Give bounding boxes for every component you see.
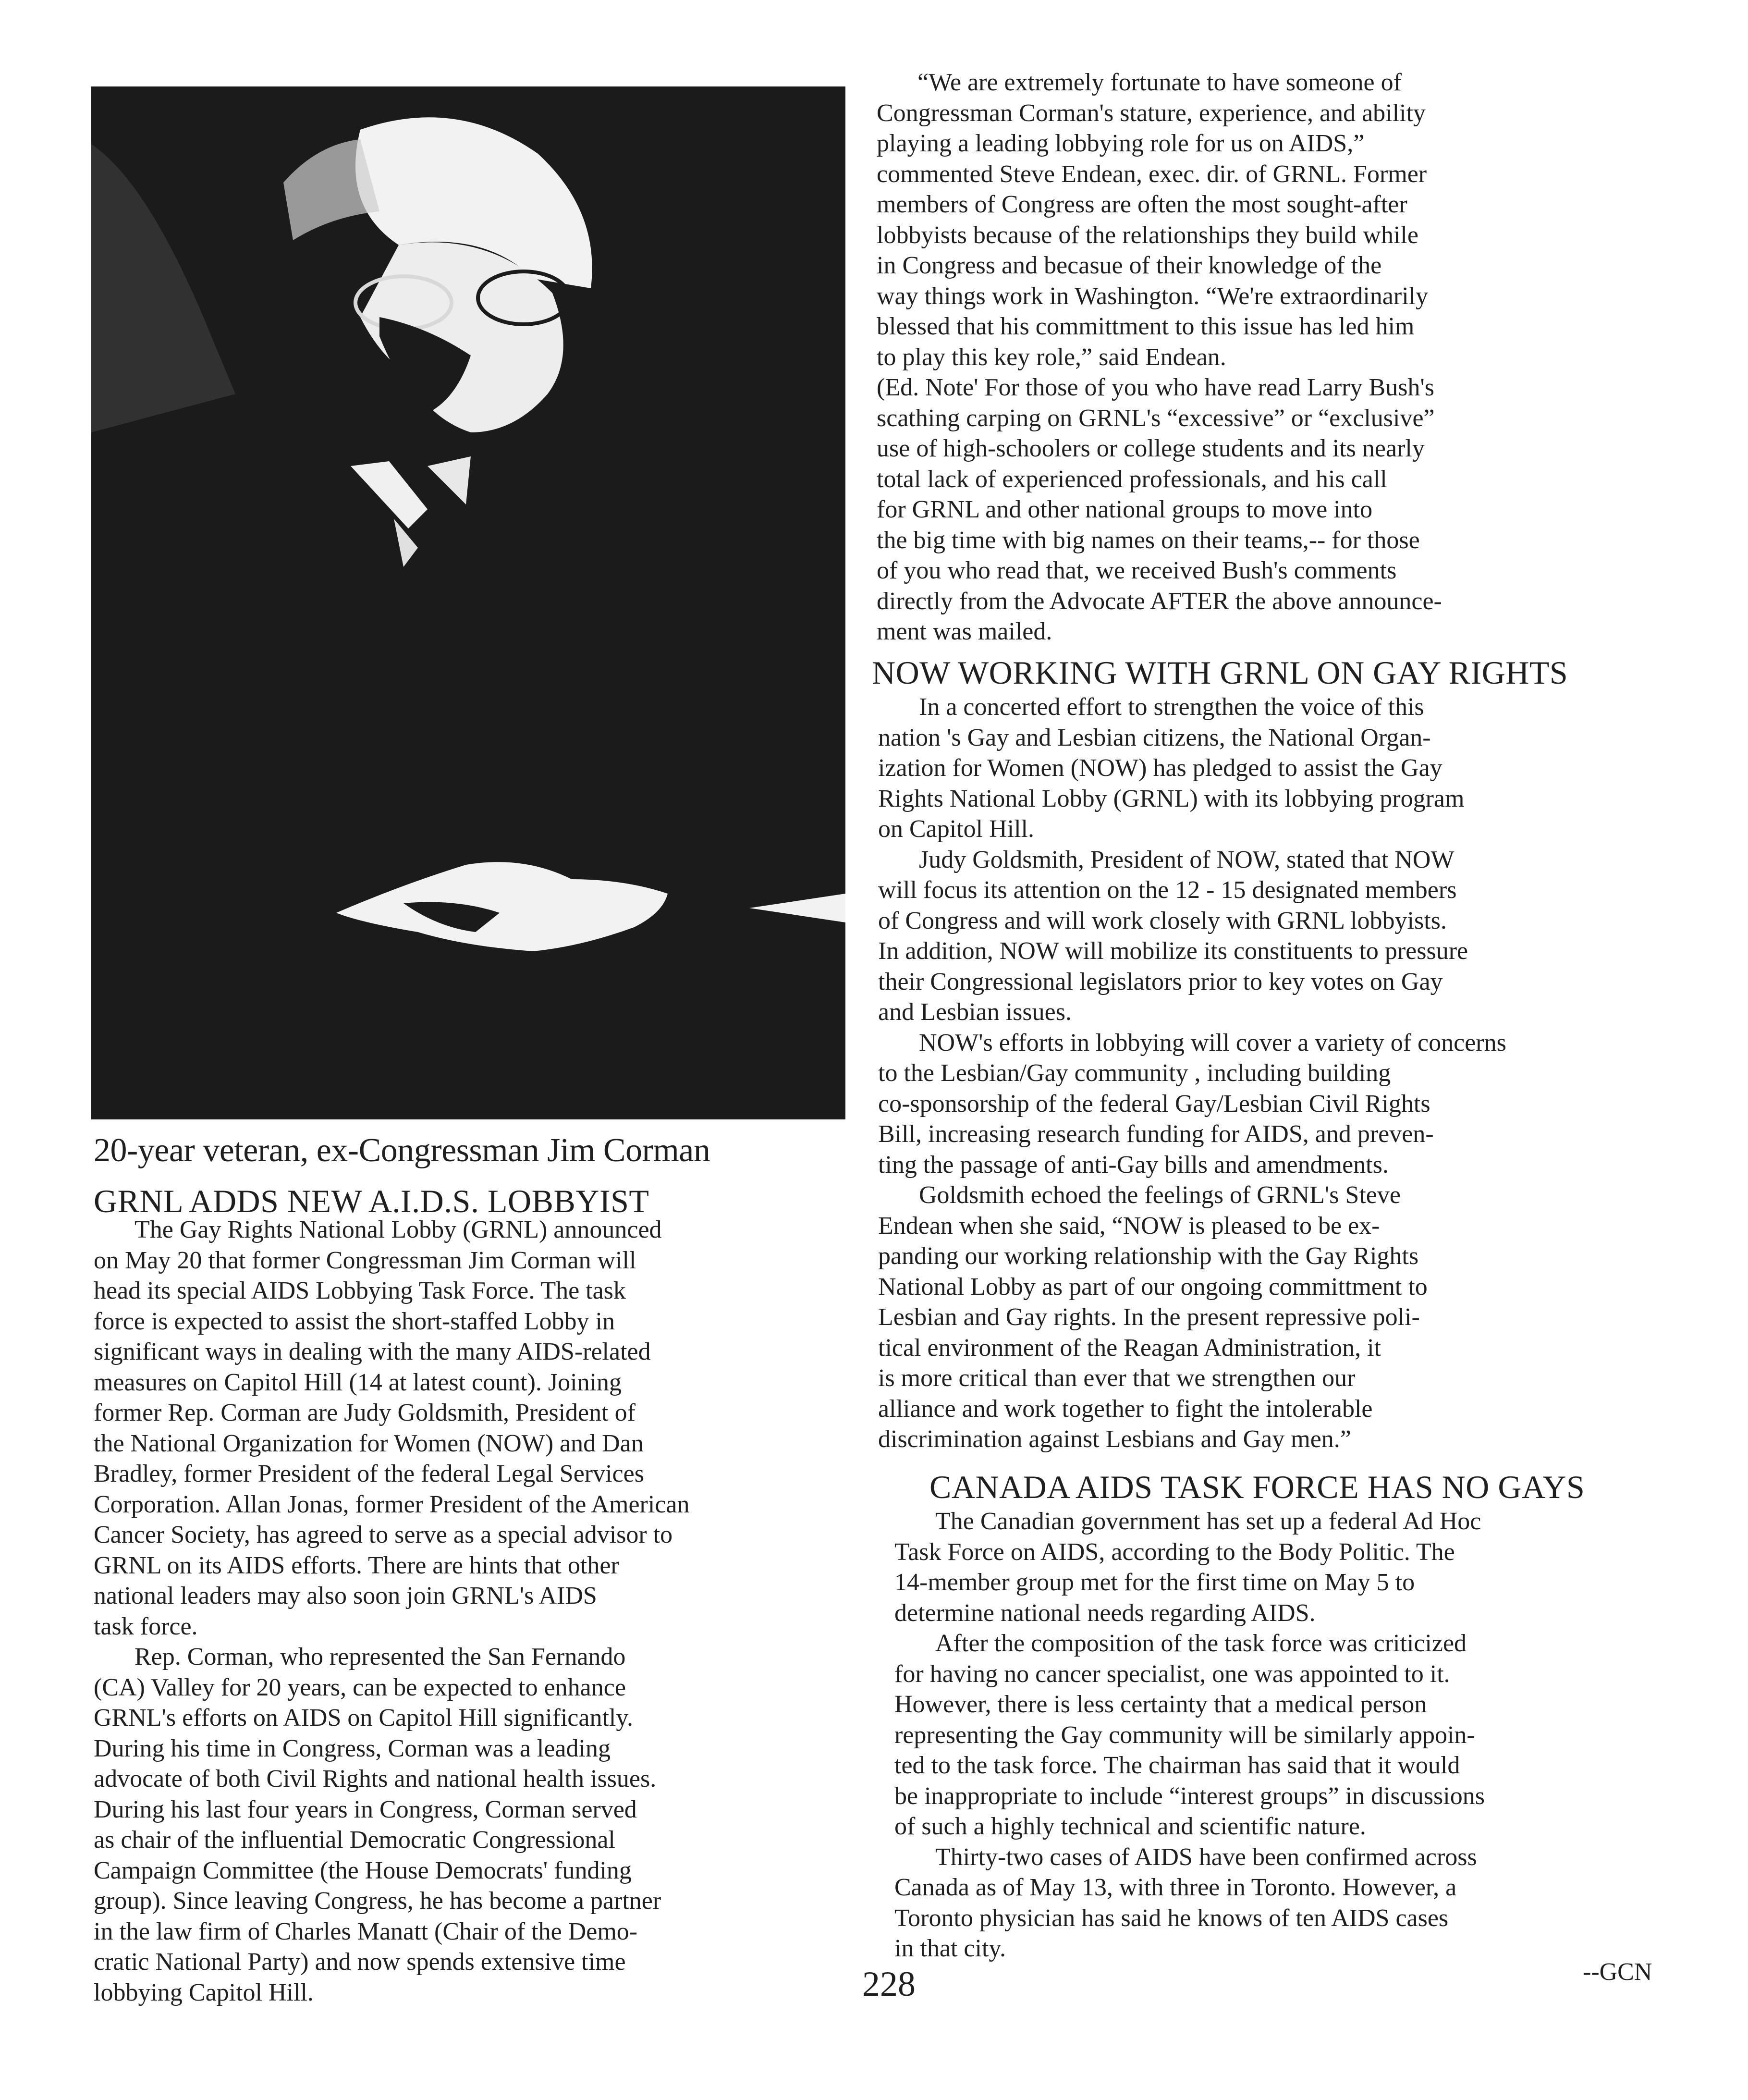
text-line: their Congressional legislators prior to key votes on Gay (878, 968, 1443, 995)
text-line: nation 's Gay and Lesbian citizens, the National Organ- (878, 724, 1431, 751)
text-line: use of high-schoolers or college students and its nearly (877, 435, 1425, 462)
text-line: (Ed. Note' For those of you who have read Larry Bush's (877, 374, 1435, 401)
text-line: National Lobby as part of our ongoing committment to (878, 1273, 1428, 1301)
text-line: of you who read that, we received Bush's comments (877, 557, 1397, 584)
text-line: ting the passage of anti-Gay bills and amendments. (878, 1151, 1389, 1179)
text-line: “We are extremely fortunate to have someone of (917, 69, 1402, 96)
text-line: significant ways in dealing with the many AIDS-related (94, 1338, 651, 1365)
text-line: commented Steve Endean, exec. dir. of GRNL. Former (877, 160, 1427, 188)
text-line: 14-member group met for the first time on May 5 to (894, 1569, 1415, 1596)
text-line: Congressman Corman's stature, experience, and ability (877, 99, 1426, 127)
text-line: on May 20 that former Congressman Jim Corman will (94, 1246, 636, 1274)
text-line: Bradley, former President of the federal Legal Services (94, 1460, 644, 1487)
text-line: national leaders may also soon join GRNL's AIDS (94, 1582, 597, 1609)
text-line: measures on Capitol Hill (14 at latest count). Joining (94, 1368, 622, 1396)
text-line: scathing carping on GRNL's “excessive” or “exclusive” (877, 404, 1435, 432)
text-line: force is expected to assist the short-staffed Lobby in (94, 1307, 615, 1335)
text-line: and Lesbian issues. (878, 998, 1072, 1026)
text-line: is more critical than ever that we strengthen our (878, 1364, 1356, 1392)
text-line: In addition, NOW will mobilize its constituents to pressure (878, 937, 1468, 965)
text-line: of such a highly technical and scientific nature. (894, 1813, 1366, 1840)
text-line: co-sponsorship of the federal Gay/Lesbian Civil Rights (878, 1090, 1430, 1118)
text-line: tical environment of the Reagan Administration, it (878, 1334, 1381, 1362)
text-line: In a concerted effort to strengthen the voice of this (919, 693, 1424, 721)
headline-canada-task-force: CANADA AIDS TASK FORCE HAS NO GAYS (929, 1469, 1585, 1505)
headline-now-working-with-grnl: NOW WORKING WITH GRNL ON GAY RIGHTS (872, 654, 1568, 691)
text-line: The Canadian government has set up a federal Ad Hoc (935, 1508, 1481, 1535)
text-line: Cancer Society, has agreed to serve as a special advisor to (94, 1521, 673, 1548)
text-line: be inappropriate to include “interest groups” in discussions (894, 1782, 1485, 1810)
photo-caption: 20-year veteran, ex-Congressman Jim Corman (94, 1132, 710, 1169)
text-line: Goldsmith echoed the feelings of GRNL's Steve (919, 1181, 1401, 1209)
text-line: blessed that his committment to this issue has led him (877, 313, 1415, 340)
text-line: lobbying Capitol Hill. (94, 1978, 314, 2006)
text-line: on Capitol Hill. (878, 815, 1034, 843)
text-line: Rights National Lobby (GRNL) with its lobbying program (878, 785, 1465, 812)
text-line: Bill, increasing research funding for AIDS, and preven- (878, 1120, 1434, 1148)
text-line: Judy Goldsmith, President of NOW, stated that NOW (919, 846, 1455, 873)
text-line: GRNL's efforts on AIDS on Capitol Hill significantly. (94, 1704, 633, 1732)
text-line: Thirty-two cases of AIDS have been confirmed across (935, 1843, 1477, 1871)
text-line: ment was mailed. (877, 618, 1052, 645)
text-line: During his time in Congress, Corman was a leading (94, 1734, 611, 1762)
portrait-image (91, 86, 845, 1119)
text-line: the National Organization for Women (NOW) and Dan (94, 1429, 644, 1457)
text-line: Corporation. Allan Jonas, former President of the American (94, 1490, 690, 1518)
text-line: NOW's efforts in lobbying will cover a variety of concerns (919, 1029, 1506, 1056)
text-line: the big time with big names on their teams,-- for those (877, 526, 1420, 554)
text-line: as chair of the influential Democratic Congressional (94, 1826, 615, 1854)
text-line: Campaign Committee (the House Democrats' funding (94, 1856, 632, 1884)
text-line: Canada as of May 13, with three in Toronto. However, a (894, 1874, 1457, 1901)
text-line: After the composition of the task force was criticized (935, 1630, 1467, 1657)
text-line: of Congress and will work closely with GRNL lobbyists. (878, 907, 1447, 934)
text-line: alliance and work together to fight the intolerable (878, 1395, 1373, 1423)
text-line: for having no cancer specialist, one was appointed to it. (894, 1660, 1450, 1688)
article-grnl-continued (877, 67, 1442, 647)
text-line: in Congress and becasue of their knowledge of the (877, 252, 1382, 279)
text-line: determine national needs regarding AIDS. (894, 1599, 1316, 1627)
text-line: task force. (94, 1612, 198, 1640)
text-line: representing the Gay community will be similarly appoin- (894, 1721, 1475, 1749)
text-line: (CA) Valley for 20 years, can be expected to enhance (94, 1673, 626, 1701)
text-line: Rep. Corman, who represented the San Fernando (134, 1643, 626, 1670)
text-line: former Rep. Corman are Judy Goldsmith, President of (94, 1399, 636, 1426)
text-line: ization for Women (NOW) has pledged to assist the Gay (878, 754, 1442, 782)
text-line: The Gay Rights National Lobby (GRNL) announced (134, 1216, 662, 1243)
text-line: members of Congress are often the most sought-after (877, 191, 1407, 218)
text-line: Task Force on AIDS, according to the Body Politic. The (894, 1538, 1455, 1566)
headline-grnl-adds-lobbyist: GRNL ADDS NEW A.I.D.S. LOBBYIST (94, 1183, 649, 1219)
text-line: During his last four years in Congress, Corman served (94, 1795, 637, 1823)
text-line: directly from the Advocate AFTER the above announce- (877, 587, 1442, 615)
text-line: group). Since leaving Congress, he has become a partner (94, 1887, 661, 1915)
text-line: in the law firm of Charles Manatt (Chair of the Demo- (94, 1917, 638, 1945)
text-line: panding our working relationship with the Gay Rights (878, 1242, 1419, 1270)
page-number: 228 (862, 1965, 916, 2004)
text-line: in that city. (894, 1935, 1006, 1962)
text-line: way things work in Washington. “We're extraordinarily (877, 282, 1429, 310)
article-canada-body (894, 1506, 1485, 1964)
text-line: will focus its attention on the 12 - 15 designated members (878, 876, 1457, 904)
text-line: Lesbian and Gay rights. In the present repressive poli- (878, 1303, 1420, 1331)
text-line: cratic National Party) and now spends extensive time (94, 1948, 626, 1976)
text-line: head its special AIDS Lobbying Task Force. The task (94, 1277, 626, 1304)
text-line: discrimination against Lesbians and Gay men.” (878, 1425, 1351, 1453)
text-line: for GRNL and other national groups to move into (877, 496, 1373, 523)
text-line: lobbyists because of the relationships they build while (877, 221, 1418, 249)
text-line: total lack of experienced professionals, and his call (877, 465, 1387, 493)
article-grnl-body (94, 1215, 689, 2008)
source-signoff: --GCN (1583, 1958, 1652, 1986)
text-line: GRNL on its AIDS efforts. There are hints that other (94, 1551, 619, 1579)
text-line: Toronto physician has said he knows of ten AIDS cases (894, 1904, 1449, 1932)
corman-portrait-photo (91, 86, 845, 1119)
text-line: to play this key role,” said Endean. (877, 343, 1226, 371)
text-line: ted to the task force. The chairman has said that it would (894, 1752, 1460, 1779)
text-line: advocate of both Civil Rights and national health issues. (94, 1765, 657, 1793)
article-now-body (878, 692, 1506, 1455)
text-line: playing a leading lobbying role for us on AIDS,” (877, 130, 1365, 157)
text-line: However, there is less certainty that a medical person (894, 1691, 1427, 1718)
text-line: Endean when she said, “NOW is pleased to be ex- (878, 1212, 1380, 1240)
text-line: to the Lesbian/Gay community , including building (878, 1059, 1391, 1087)
